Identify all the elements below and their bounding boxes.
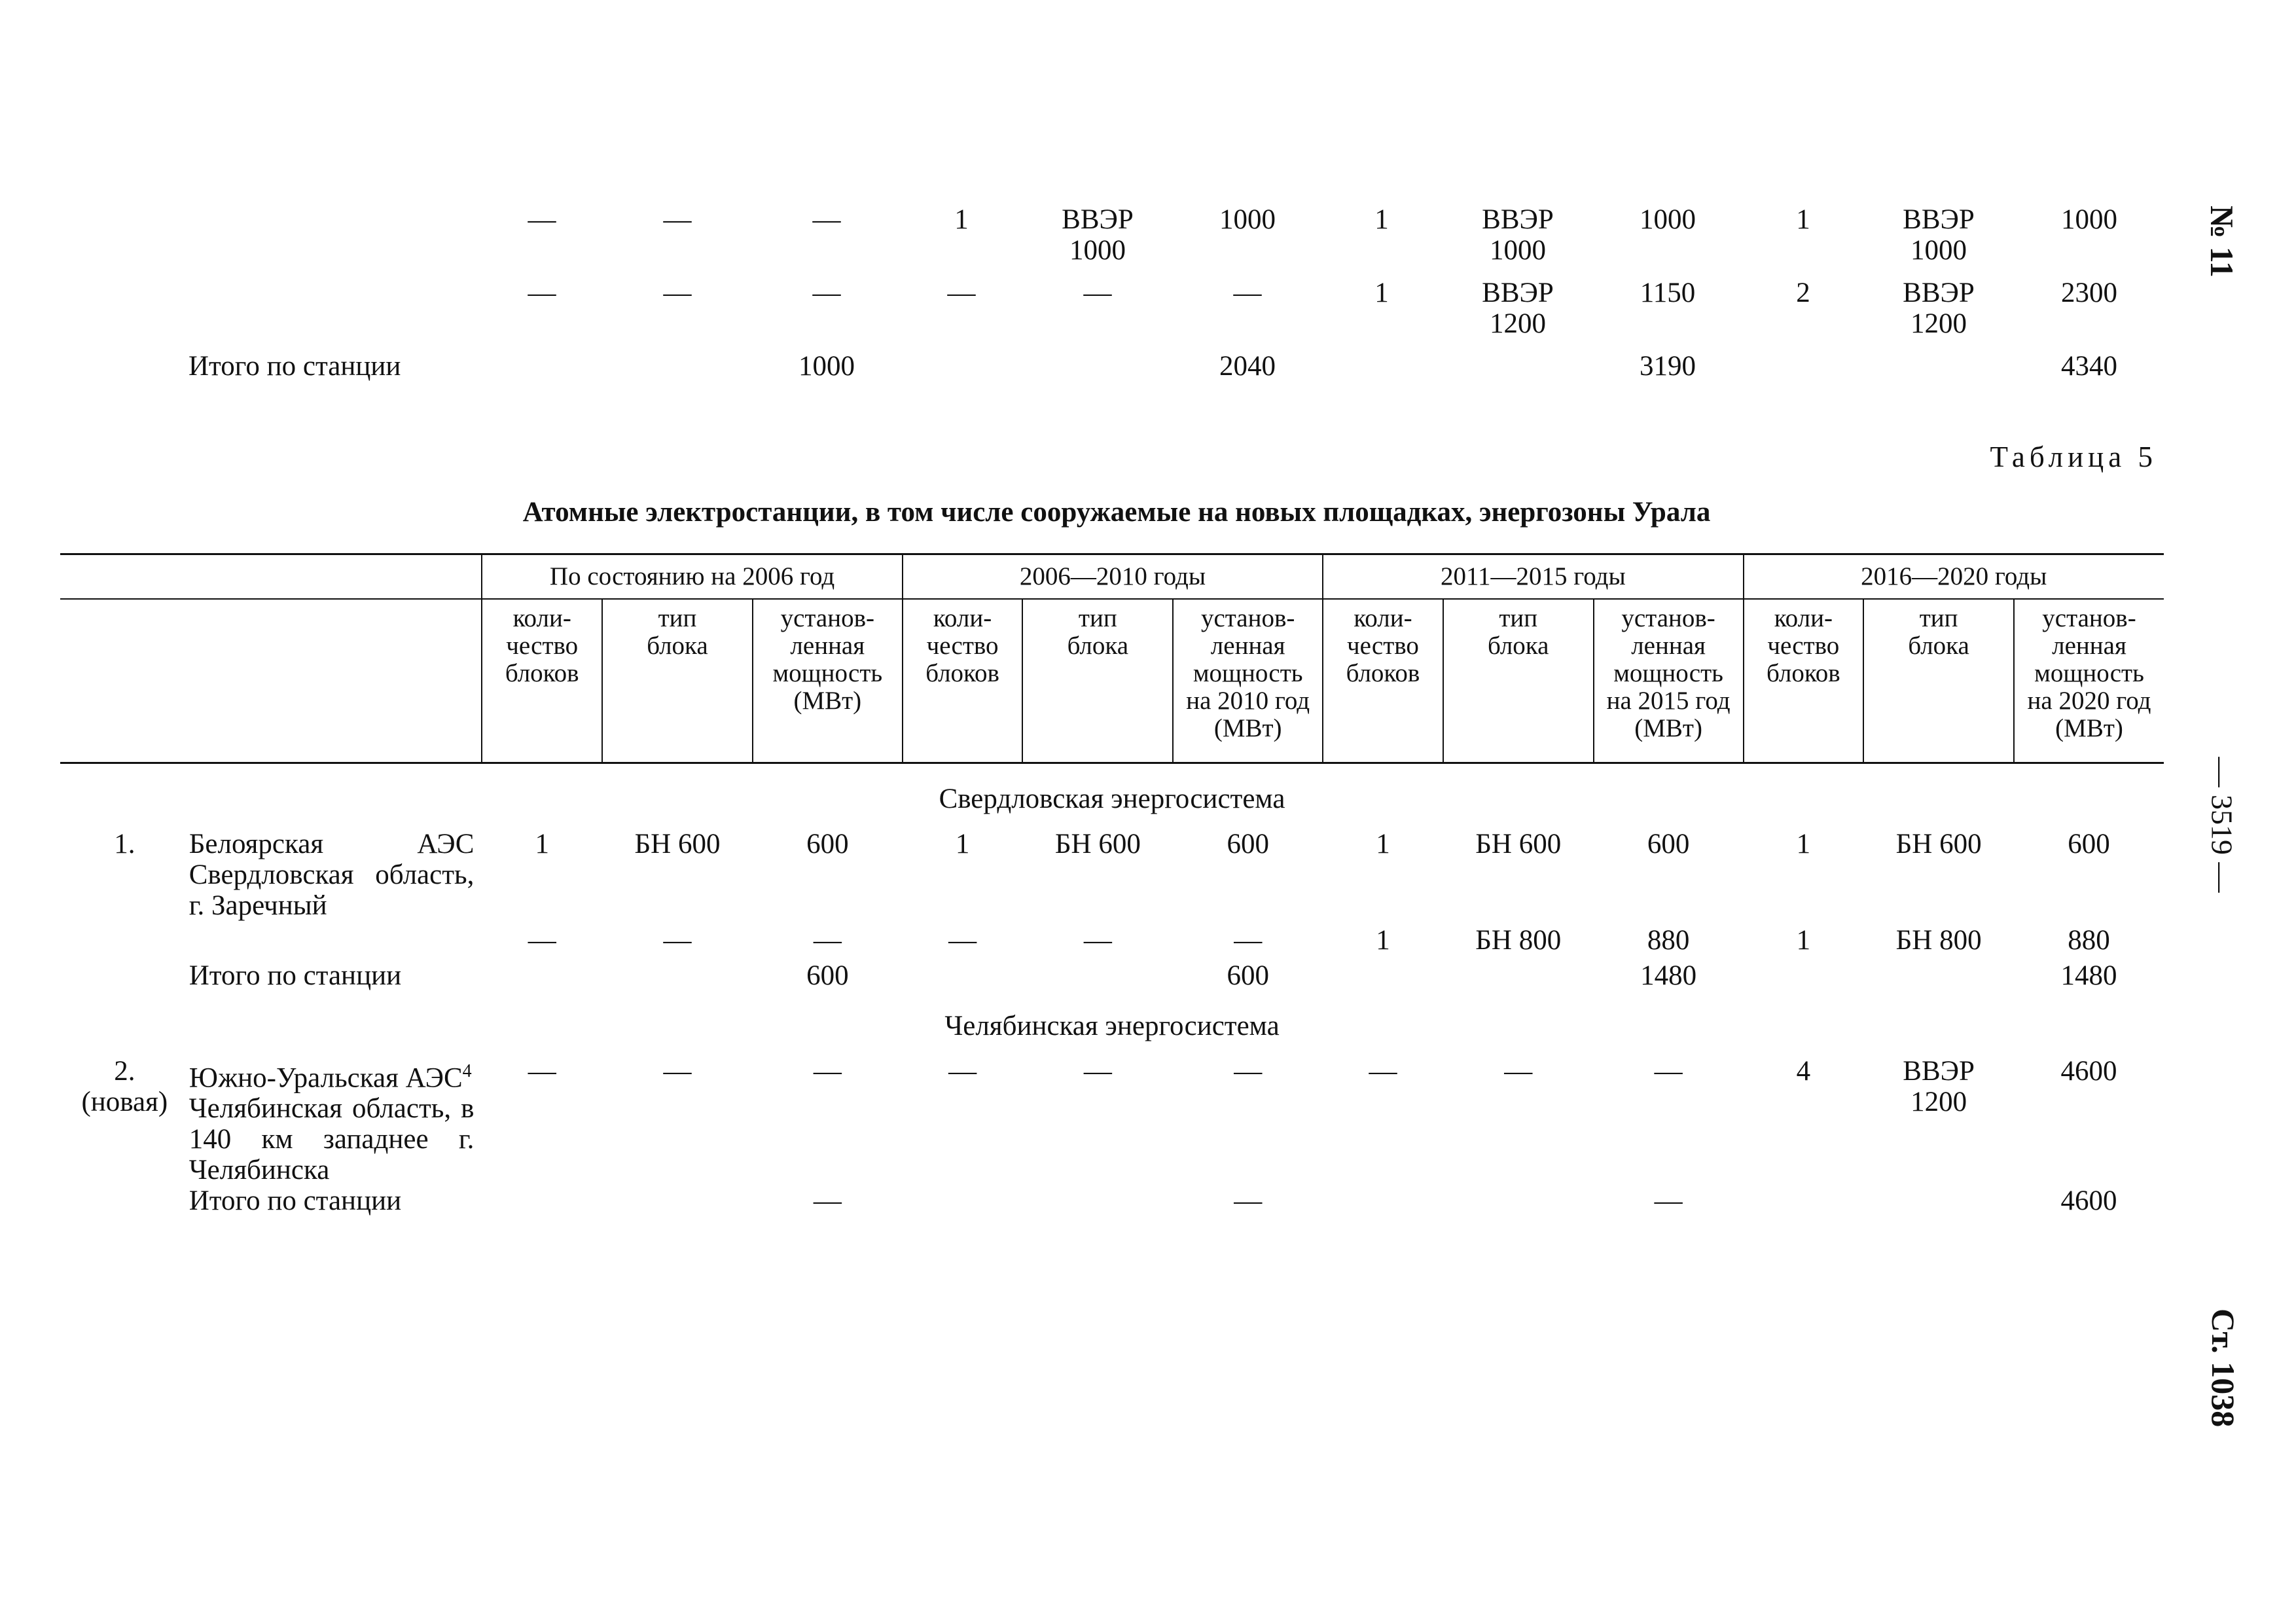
data-cell: — [948, 1056, 977, 1087]
station-name-main: Южно-Уральская АЭС [188, 1062, 463, 1094]
top-cell: — [1233, 278, 1262, 308]
top-cell: ВВЭР 1200 [1482, 278, 1554, 339]
type-header: тип блока [1863, 599, 2014, 763]
data-cell: 600 [2068, 829, 2110, 859]
data-cell: — [813, 925, 842, 956]
count-header: коли- чество блоков [1323, 599, 1443, 763]
data-cell: БН 600 [1054, 829, 1141, 859]
top-cell: ВВЭР 1000 [1062, 204, 1134, 266]
data-cell: 1 [1376, 925, 1390, 956]
data-cell: — [1083, 925, 1112, 956]
data-cell: — [663, 1056, 692, 1087]
total-cell: — [813, 1185, 842, 1217]
data-cell: — [813, 1056, 842, 1087]
region-row [60, 763, 2164, 829]
total-cell: 600 [806, 960, 849, 991]
top-cell: 1000 [2061, 204, 2117, 235]
header-blank [60, 599, 482, 763]
top-cell: — [663, 204, 692, 235]
total-row [60, 960, 2164, 991]
station-name: Белоярская АЭС Свердловская область, г. Заречный [188, 829, 475, 921]
table-title: Атомные электростанции, в том числе сооружаемые на новых площадках, энергозоны Урала [522, 497, 1711, 528]
region-row [60, 991, 2164, 1056]
empty-cell [60, 960, 189, 991]
period-header: 2006—2010 годы [903, 554, 1323, 600]
total-label: Итого по станции [188, 960, 402, 991]
data-cell: 1 [1376, 829, 1390, 859]
data-cell: — [1234, 1056, 1263, 1087]
capacity-header: установ- ленная мощность (МВт) [753, 599, 903, 763]
data-cell: 4600 [2060, 1056, 2117, 1087]
station-name [189, 1056, 482, 1185]
empty-cell [602, 960, 753, 991]
empty-cell [602, 1185, 753, 1216]
data-cell: — [1654, 1056, 1683, 1087]
top-cell: 2300 [2061, 278, 2117, 308]
data-cell: 1 [1796, 925, 1811, 956]
table-number: Таблица 5 [1990, 441, 2157, 473]
type-header: тип блока [1022, 599, 1173, 763]
top-cell: 1150 [1640, 278, 1696, 308]
data-cell: 4 [1796, 1056, 1811, 1087]
table-row [60, 1056, 2164, 1185]
nuclear-plants-table [60, 553, 2164, 1216]
station-number: 1. [114, 829, 135, 859]
article-number: Ст. 1038 [2205, 1308, 2242, 1428]
station-number: 2. (новая) [81, 1056, 168, 1117]
count-header: коли- чество блоков [482, 599, 602, 763]
top-cell: 1 [1374, 278, 1389, 308]
top-total-cell: 2040 [1219, 351, 1276, 382]
data-cell: ВВЭР 1200 [1903, 1056, 1975, 1117]
top-cell: 1 [1374, 204, 1389, 235]
footnote-marker: 4 [462, 1061, 472, 1081]
top-cell: — [528, 204, 556, 235]
top-cell: — [663, 278, 692, 308]
empty-cell [1443, 1185, 1594, 1216]
data-cell: — [528, 925, 556, 956]
table-row [60, 921, 2164, 960]
table-row [60, 829, 2164, 921]
empty-cell [189, 921, 482, 960]
data-cell: БН 600 [1475, 829, 1562, 859]
empty-cell [1443, 960, 1594, 991]
empty-cell [903, 960, 1023, 991]
empty-cell [1863, 960, 2014, 991]
data-cell: 880 [2068, 925, 2110, 956]
top-cell: ВВЭР 1000 [1903, 204, 1975, 266]
type-header: тип блока [602, 599, 753, 763]
data-cell: — [528, 1056, 556, 1087]
total-cell: 600 [1227, 960, 1269, 991]
empty-cell [1323, 1185, 1443, 1216]
empty-cell [1863, 1185, 2014, 1216]
empty-cell [1744, 1185, 1864, 1216]
data-cell: 1 [535, 829, 549, 859]
period-header: 2011—2015 годы [1323, 554, 1743, 600]
period-header: По состоянию на 2006 год [482, 554, 902, 600]
top-cell: 1000 [1640, 204, 1696, 235]
top-cell: 1 [1796, 204, 1810, 235]
data-cell: 1 [955, 829, 970, 859]
total-cell: 1480 [2060, 960, 2117, 991]
data-cell: 880 [1647, 925, 1690, 956]
empty-cell [903, 1185, 1023, 1216]
data-cell: 600 [1227, 829, 1269, 859]
data-cell: БН 800 [1475, 925, 1562, 956]
data-cell: 600 [1647, 829, 1690, 859]
total-cell: 4600 [2060, 1185, 2117, 1217]
top-cell: — [812, 278, 841, 308]
total-label: Итого по станции [188, 351, 401, 382]
top-total-cell: 1000 [798, 351, 855, 382]
data-cell: БН 600 [1895, 829, 1982, 859]
period-header: 2016—2020 годы [1744, 554, 2164, 600]
table-body [60, 763, 2164, 1217]
top-total-cell: 3190 [1640, 351, 1696, 382]
empty-cell [1022, 1185, 1173, 1216]
data-cell: 600 [806, 829, 849, 859]
region-name: Свердловская энергосистема [939, 784, 1285, 814]
capacity-header: установ- ленная мощность на 2015 год (МВт) [1594, 599, 1744, 763]
empty-cell [1323, 960, 1443, 991]
sub-header-row [60, 599, 2164, 763]
top-cell: ВВЭР 1200 [1903, 278, 1975, 339]
empty-cell [1744, 960, 1864, 991]
data-cell: — [1234, 925, 1263, 956]
count-header: коли- чество блоков [1744, 599, 1864, 763]
page-number: — 3519 — [2205, 757, 2239, 893]
capacity-header: установ- ленная мощность на 2010 год (МВт) [1173, 599, 1323, 763]
type-header: тип блока [1443, 599, 1594, 763]
top-cell: — [812, 204, 841, 235]
top-cell: — [947, 278, 976, 308]
empty-cell [482, 1185, 602, 1216]
empty-cell [482, 960, 602, 991]
empty-cell [60, 1185, 189, 1216]
header-blank [60, 554, 482, 600]
top-cell: 1 [954, 204, 969, 235]
top-cell: 1000 [1219, 204, 1276, 235]
total-cell: 1480 [1640, 960, 1697, 991]
total-label: Итого по станции [188, 1185, 402, 1217]
data-cell: — [948, 925, 977, 956]
total-row [60, 1185, 2164, 1216]
total-cell: — [1654, 1185, 1683, 1217]
data-cell: — [663, 925, 692, 956]
data-cell: — [1083, 1056, 1112, 1087]
top-cell: 2 [1796, 278, 1810, 308]
top-cell: — [1083, 278, 1112, 308]
table-header [60, 554, 2164, 763]
data-cell: БН 600 [634, 829, 721, 859]
empty-cell [60, 921, 189, 960]
top-cell: ВВЭР 1000 [1482, 204, 1554, 266]
capacity-header: установ- ленная мощность на 2020 год (МВт) [2014, 599, 2164, 763]
top-total-cell: 4340 [2061, 351, 2117, 382]
data-cell: — [1369, 1056, 1397, 1087]
total-cell: — [1234, 1185, 1263, 1217]
count-header: коли- чество блоков [903, 599, 1023, 763]
station-location: Челябинская область, в 140 км западнее г. Челябинска [188, 1093, 475, 1186]
top-cell: — [528, 278, 556, 308]
region-name: Челябинская энергосистема [944, 1011, 1280, 1041]
data-cell: 1 [1796, 829, 1811, 859]
data-cell: БН 800 [1895, 925, 1982, 956]
empty-cell [1022, 960, 1173, 991]
issue-number: № 11 [2204, 206, 2240, 278]
data-cell: — [1504, 1056, 1533, 1087]
